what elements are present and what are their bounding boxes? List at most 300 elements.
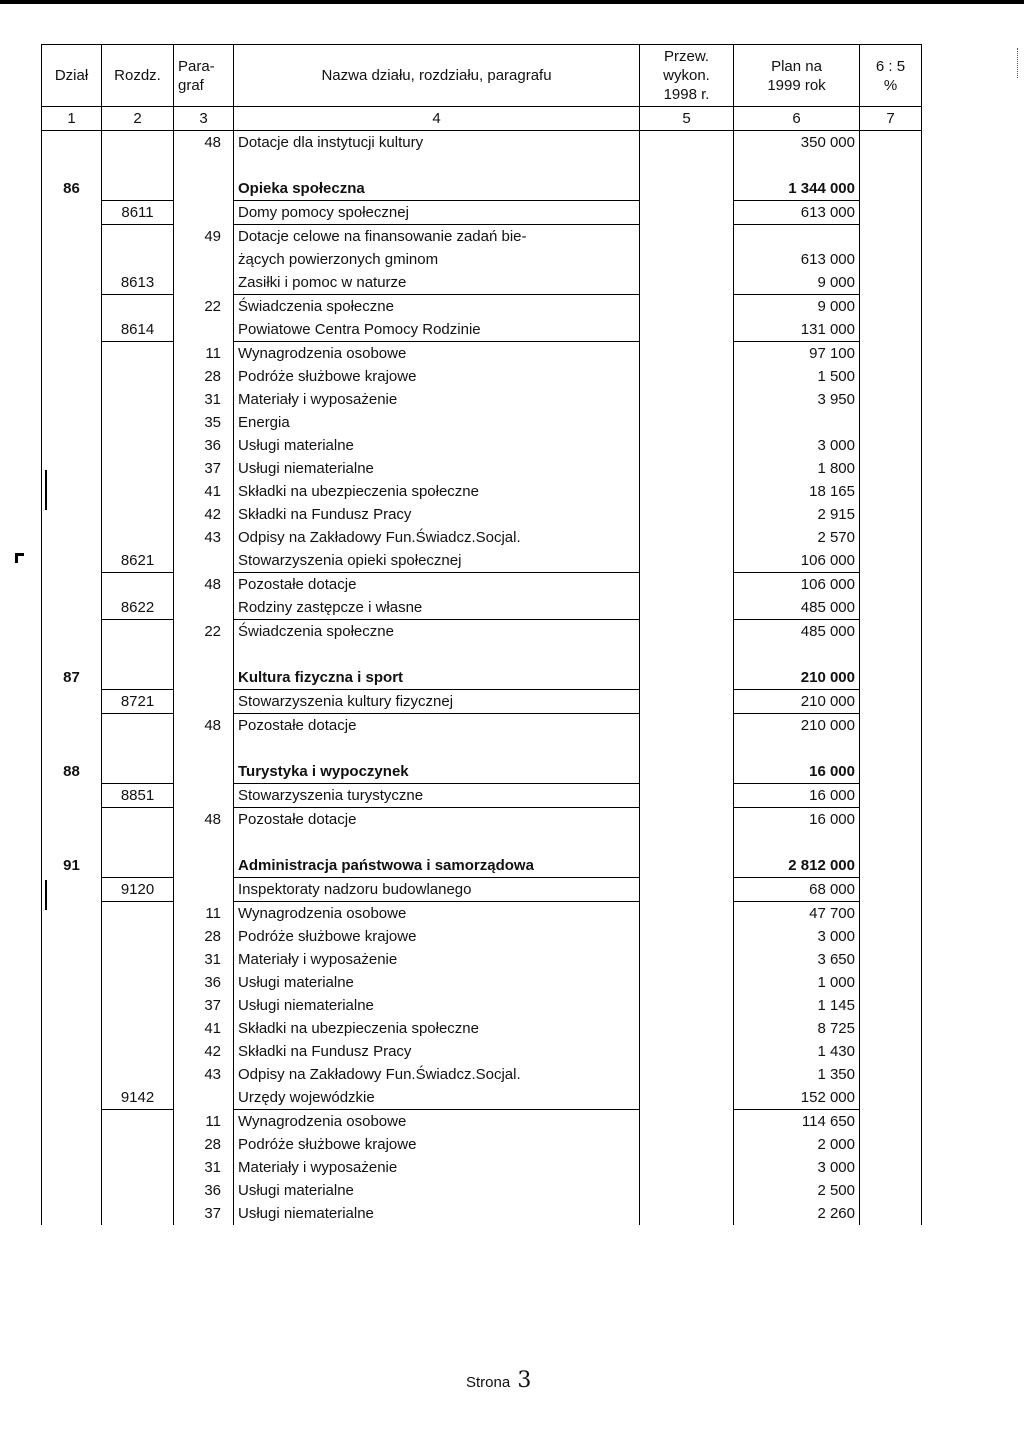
percent-cell bbox=[860, 620, 922, 644]
scan-edge-mark bbox=[1017, 48, 1020, 78]
dzial-cell bbox=[42, 411, 102, 434]
paragraf-cell: 22 bbox=[174, 295, 234, 319]
chapter-row bbox=[42, 549, 922, 573]
przew-cell bbox=[640, 526, 734, 549]
plan-cell: 210 000 bbox=[734, 666, 860, 690]
rozdzial-cell bbox=[102, 1133, 174, 1156]
name-cell: Materiały i wyposażenie bbox=[234, 388, 640, 411]
spacer-row bbox=[42, 737, 922, 760]
percent-cell bbox=[860, 1086, 922, 1110]
percent-cell bbox=[860, 1017, 922, 1040]
przew-cell bbox=[640, 1017, 734, 1040]
plan-cell: 47 700 bbox=[734, 902, 860, 926]
przew-cell bbox=[640, 225, 734, 249]
chapter-row bbox=[42, 201, 922, 225]
paragraf-cell bbox=[174, 784, 234, 808]
name-cell: Usługi niematerialne bbox=[234, 457, 640, 480]
dzial-cell bbox=[42, 248, 102, 271]
percent-cell bbox=[860, 902, 922, 926]
chapter-row bbox=[42, 878, 922, 902]
empty-cell bbox=[102, 154, 174, 177]
przew-cell bbox=[640, 878, 734, 902]
dzial-cell bbox=[42, 1017, 102, 1040]
przew-cell bbox=[640, 365, 734, 388]
percent-cell bbox=[860, 225, 922, 249]
percent-cell bbox=[860, 480, 922, 503]
column-number: 6 bbox=[734, 107, 860, 131]
percent-cell bbox=[860, 971, 922, 994]
name-cell: Inspektoraty nadzoru budowlanego bbox=[234, 878, 640, 902]
section-row bbox=[42, 177, 922, 201]
dzial-cell bbox=[42, 1086, 102, 1110]
plan-cell: 16 000 bbox=[734, 808, 860, 832]
dzial-cell bbox=[42, 573, 102, 597]
percent-cell bbox=[860, 854, 922, 878]
table-row bbox=[42, 365, 922, 388]
name-cell: Domy pomocy społecznej bbox=[234, 201, 640, 225]
name-cell: Odpisy na Zakładowy Fun.Świadcz.Socjal. bbox=[234, 526, 640, 549]
plan-cell: 1 350 bbox=[734, 1063, 860, 1086]
name-cell: Materiały i wyposażenie bbox=[234, 1156, 640, 1179]
rozdzial-cell bbox=[102, 1063, 174, 1086]
dzial-cell bbox=[42, 457, 102, 480]
rozdzial-cell bbox=[102, 131, 174, 155]
rozdzial-cell bbox=[102, 457, 174, 480]
table-row bbox=[42, 1179, 922, 1202]
empty-cell bbox=[734, 831, 860, 854]
plan-cell: 2 570 bbox=[734, 526, 860, 549]
name-cell: Składki na Fundusz Pracy bbox=[234, 503, 640, 526]
plan-cell: 1 800 bbox=[734, 457, 860, 480]
empty-cell bbox=[734, 737, 860, 760]
rozdzial-cell bbox=[102, 1179, 174, 1202]
name-cell: Składki na ubezpieczenia społeczne bbox=[234, 480, 640, 503]
dzial-cell bbox=[42, 690, 102, 714]
paragraf-cell: 36 bbox=[174, 1179, 234, 1202]
chapter-row bbox=[42, 596, 922, 620]
paragraf-cell: 11 bbox=[174, 342, 234, 366]
table-row bbox=[42, 225, 922, 249]
percent-cell bbox=[860, 434, 922, 457]
dzial-cell bbox=[42, 620, 102, 644]
name-cell: Usługi materialne bbox=[234, 971, 640, 994]
rozdzial-cell bbox=[102, 411, 174, 434]
name-cell: Urzędy wojewódzkie bbox=[234, 1086, 640, 1110]
rozdzial-cell bbox=[102, 854, 174, 878]
empty-cell bbox=[174, 154, 234, 177]
empty-cell bbox=[640, 831, 734, 854]
table-row bbox=[42, 1202, 922, 1225]
plan-cell: 3 000 bbox=[734, 434, 860, 457]
empty-cell bbox=[640, 643, 734, 666]
rozdzial-cell bbox=[102, 434, 174, 457]
przew-cell bbox=[640, 388, 734, 411]
empty-cell bbox=[174, 737, 234, 760]
percent-cell bbox=[860, 318, 922, 342]
footer-label: Strona bbox=[466, 1374, 511, 1391]
empty-cell bbox=[734, 643, 860, 666]
name-cell: Rodziny zastępcze i własne bbox=[234, 596, 640, 620]
dzial-cell bbox=[42, 225, 102, 249]
paragraf-cell bbox=[174, 177, 234, 201]
name-cell: Dotacje dla instytucji kultury bbox=[234, 131, 640, 155]
name-cell: Stowarzyszenia turystyczne bbox=[234, 784, 640, 808]
paragraf-cell bbox=[174, 248, 234, 271]
paragraf-cell bbox=[174, 201, 234, 225]
paragraf-cell: 28 bbox=[174, 925, 234, 948]
empty-cell bbox=[42, 737, 102, 760]
percent-cell bbox=[860, 457, 922, 480]
przew-cell bbox=[640, 318, 734, 342]
table-row bbox=[42, 411, 922, 434]
plan-cell: 210 000 bbox=[734, 714, 860, 738]
paragraf-cell: 36 bbox=[174, 971, 234, 994]
przew-cell bbox=[640, 1156, 734, 1179]
rozdzial-cell bbox=[102, 225, 174, 249]
name-cell: Podróże służbowe krajowe bbox=[234, 925, 640, 948]
plan-cell: 1 344 000 bbox=[734, 177, 860, 201]
empty-cell bbox=[734, 154, 860, 177]
przew-cell bbox=[640, 690, 734, 714]
empty-cell bbox=[640, 737, 734, 760]
dzial-cell bbox=[42, 388, 102, 411]
przew-cell bbox=[640, 480, 734, 503]
przew-cell bbox=[640, 342, 734, 366]
name-cell: Wynagrodzenia osobowe bbox=[234, 902, 640, 926]
scan-corner-mark bbox=[15, 553, 27, 563]
column-number: 5 bbox=[640, 107, 734, 131]
chapter-row bbox=[42, 271, 922, 295]
dzial-cell bbox=[42, 549, 102, 573]
page-number: 3 bbox=[517, 1368, 532, 1393]
empty-cell bbox=[102, 737, 174, 760]
plan-cell: 8 725 bbox=[734, 1017, 860, 1040]
column-number: 1 bbox=[42, 107, 102, 131]
plan-cell: 3 950 bbox=[734, 388, 860, 411]
paragraf-cell: 48 bbox=[174, 573, 234, 597]
table-row bbox=[42, 948, 922, 971]
percent-cell bbox=[860, 295, 922, 319]
empty-cell bbox=[174, 831, 234, 854]
paragraf-cell bbox=[174, 878, 234, 902]
rozdzial-cell bbox=[102, 526, 174, 549]
plan-cell: 106 000 bbox=[734, 573, 860, 597]
rozdzial-cell bbox=[102, 925, 174, 948]
przew-cell bbox=[640, 1063, 734, 1086]
column-number: 4 bbox=[234, 107, 640, 131]
plan-cell: 613 000 bbox=[734, 201, 860, 225]
przew-cell bbox=[640, 808, 734, 832]
rozdzial-cell bbox=[102, 503, 174, 526]
rozdzial-cell bbox=[102, 948, 174, 971]
chapter-row bbox=[42, 1086, 922, 1110]
rozdzial-cell bbox=[102, 1110, 174, 1134]
table-row bbox=[42, 902, 922, 926]
dzial-cell bbox=[42, 1202, 102, 1225]
dzial-cell: 86 bbox=[42, 177, 102, 201]
plan-cell: 613 000 bbox=[734, 248, 860, 271]
paragraf-cell: 28 bbox=[174, 1133, 234, 1156]
plan-cell: 106 000 bbox=[734, 549, 860, 573]
paragraf-cell: 31 bbox=[174, 948, 234, 971]
paragraf-cell bbox=[174, 596, 234, 620]
plan-cell: 3 650 bbox=[734, 948, 860, 971]
table-row bbox=[42, 1156, 922, 1179]
percent-cell bbox=[860, 1156, 922, 1179]
column-number: 7 bbox=[860, 107, 922, 131]
table-row bbox=[42, 1110, 922, 1134]
paragraf-cell: 43 bbox=[174, 1063, 234, 1086]
rozdzial-cell: 8613 bbox=[102, 271, 174, 295]
table-row bbox=[42, 434, 922, 457]
dzial-cell bbox=[42, 994, 102, 1017]
empty-cell bbox=[42, 154, 102, 177]
dzial-cell bbox=[42, 971, 102, 994]
dzial-cell bbox=[42, 1133, 102, 1156]
percent-cell bbox=[860, 248, 922, 271]
rozdzial-cell bbox=[102, 295, 174, 319]
rozdzial-cell bbox=[102, 248, 174, 271]
percent-cell bbox=[860, 549, 922, 573]
table-row bbox=[42, 295, 922, 319]
percent-cell bbox=[860, 526, 922, 549]
przew-cell bbox=[640, 1086, 734, 1110]
rozdzial-cell: 8622 bbox=[102, 596, 174, 620]
dzial-cell bbox=[42, 902, 102, 926]
przew-cell bbox=[640, 784, 734, 808]
przew-cell bbox=[640, 271, 734, 295]
rozdzial-cell bbox=[102, 342, 174, 366]
empty-cell bbox=[234, 737, 640, 760]
name-cell: Kultura fizyczna i sport bbox=[234, 666, 640, 690]
name-cell: Świadczenia społeczne bbox=[234, 620, 640, 644]
name-cell: Pozostałe dotacje bbox=[234, 808, 640, 832]
dzial-cell bbox=[42, 342, 102, 366]
name-cell: Administracja państwowa i samorządowa bbox=[234, 854, 640, 878]
name-cell: Wynagrodzenia osobowe bbox=[234, 342, 640, 366]
section-row bbox=[42, 854, 922, 878]
plan-cell: 2 500 bbox=[734, 1179, 860, 1202]
przew-cell bbox=[640, 549, 734, 573]
plan-cell: 18 165 bbox=[734, 480, 860, 503]
przew-cell bbox=[640, 1110, 734, 1134]
percent-cell bbox=[860, 1202, 922, 1225]
empty-cell bbox=[234, 831, 640, 854]
plan-cell: 114 650 bbox=[734, 1110, 860, 1134]
percent-cell bbox=[860, 177, 922, 201]
plan-cell: 3 000 bbox=[734, 1156, 860, 1179]
paragraf-cell: 41 bbox=[174, 480, 234, 503]
dzial-cell: 91 bbox=[42, 854, 102, 878]
paragraf-cell: 42 bbox=[174, 503, 234, 526]
plan-cell: 152 000 bbox=[734, 1086, 860, 1110]
column-number: 3 bbox=[174, 107, 234, 131]
header-przew-wykon: Przew. wykon. 1998 r. bbox=[640, 45, 734, 107]
dzial-cell bbox=[42, 596, 102, 620]
przew-cell bbox=[640, 854, 734, 878]
empty-cell bbox=[640, 154, 734, 177]
dzial-cell bbox=[42, 526, 102, 549]
percent-cell bbox=[860, 714, 922, 738]
przew-cell bbox=[640, 201, 734, 225]
table-row bbox=[42, 994, 922, 1017]
percent-cell bbox=[860, 503, 922, 526]
empty-cell bbox=[860, 154, 922, 177]
paragraf-cell: 43 bbox=[174, 526, 234, 549]
rozdzial-cell bbox=[102, 620, 174, 644]
rozdzial-cell: 9120 bbox=[102, 878, 174, 902]
paragraf-cell: 42 bbox=[174, 1040, 234, 1063]
column-number-row bbox=[42, 107, 922, 131]
chapter-row bbox=[42, 784, 922, 808]
dzial-cell bbox=[42, 1040, 102, 1063]
percent-cell bbox=[860, 784, 922, 808]
przew-cell bbox=[640, 1179, 734, 1202]
name-cell: Pozostałe dotacje bbox=[234, 714, 640, 738]
spacer-row bbox=[42, 154, 922, 177]
przew-cell bbox=[640, 948, 734, 971]
table-row bbox=[42, 714, 922, 738]
scan-top-border bbox=[0, 0, 1024, 4]
paragraf-cell bbox=[174, 854, 234, 878]
empty-cell bbox=[42, 643, 102, 666]
rozdzial-cell bbox=[102, 480, 174, 503]
header-nazwa: Nazwa działu, rozdziału, paragrafu bbox=[234, 45, 640, 107]
percent-cell bbox=[860, 411, 922, 434]
empty-cell bbox=[174, 643, 234, 666]
empty-cell bbox=[860, 831, 922, 854]
paragraf-cell: 37 bbox=[174, 457, 234, 480]
przew-cell bbox=[640, 434, 734, 457]
paragraf-cell bbox=[174, 1086, 234, 1110]
header-paragraf: Para- graf bbox=[174, 45, 234, 107]
paragraf-cell bbox=[174, 271, 234, 295]
plan-cell: 350 000 bbox=[734, 131, 860, 155]
table-row bbox=[42, 620, 922, 644]
dzial-cell bbox=[42, 1063, 102, 1086]
table-row bbox=[42, 388, 922, 411]
przew-cell bbox=[640, 573, 734, 597]
paragraf-cell: 35 bbox=[174, 411, 234, 434]
przew-cell bbox=[640, 457, 734, 480]
plan-cell: 1 000 bbox=[734, 971, 860, 994]
plan-cell: 1 500 bbox=[734, 365, 860, 388]
dzial-cell bbox=[42, 1156, 102, 1179]
przew-cell bbox=[640, 411, 734, 434]
dzial-cell bbox=[42, 925, 102, 948]
rozdzial-cell bbox=[102, 714, 174, 738]
name-cell: Podróże służbowe krajowe bbox=[234, 365, 640, 388]
rozdzial-cell bbox=[102, 1017, 174, 1040]
rozdzial-cell bbox=[102, 666, 174, 690]
plan-cell: 1 430 bbox=[734, 1040, 860, 1063]
name-cell: Stowarzyszenia kultury fizycznej bbox=[234, 690, 640, 714]
przew-cell bbox=[640, 666, 734, 690]
rozdzial-cell: 8621 bbox=[102, 549, 174, 573]
table-row bbox=[42, 1017, 922, 1040]
name-cell: Pozostałe dotacje bbox=[234, 573, 640, 597]
table-row bbox=[42, 503, 922, 526]
column-number: 2 bbox=[102, 107, 174, 131]
plan-cell: 2 000 bbox=[734, 1133, 860, 1156]
paragraf-cell: 41 bbox=[174, 1017, 234, 1040]
header-plan: Plan na 1999 rok bbox=[734, 45, 860, 107]
rozdzial-cell bbox=[102, 808, 174, 832]
plan-cell: 2 260 bbox=[734, 1202, 860, 1225]
name-cell: Powiatowe Centra Pomocy Rodzinie bbox=[234, 318, 640, 342]
przew-cell bbox=[640, 994, 734, 1017]
paragraf-cell: 48 bbox=[174, 131, 234, 155]
percent-cell bbox=[860, 878, 922, 902]
section-row bbox=[42, 666, 922, 690]
paragraf-cell: 37 bbox=[174, 994, 234, 1017]
plan-cell: 131 000 bbox=[734, 318, 860, 342]
percent-cell bbox=[860, 666, 922, 690]
plan-cell: 97 100 bbox=[734, 342, 860, 366]
table-row bbox=[42, 573, 922, 597]
dzial-cell bbox=[42, 503, 102, 526]
name-cell: Usługi niematerialne bbox=[234, 994, 640, 1017]
dzial-cell bbox=[42, 318, 102, 342]
name-cell: Dotacje celowe na finansowanie zadań bie- bbox=[234, 225, 640, 249]
percent-cell bbox=[860, 1110, 922, 1134]
page-footer bbox=[466, 1368, 531, 1393]
plan-cell: 9 000 bbox=[734, 295, 860, 319]
dzial-cell bbox=[42, 878, 102, 902]
percent-cell bbox=[860, 808, 922, 832]
empty-cell bbox=[234, 643, 640, 666]
paragraf-cell bbox=[174, 666, 234, 690]
przew-cell bbox=[640, 596, 734, 620]
name-cell: Składki na Fundusz Pracy bbox=[234, 1040, 640, 1063]
paragraf-cell: 49 bbox=[174, 225, 234, 249]
rozdzial-cell bbox=[102, 902, 174, 926]
dzial-cell bbox=[42, 808, 102, 832]
table-body bbox=[42, 131, 922, 1226]
table-row bbox=[42, 457, 922, 480]
table-row bbox=[42, 1040, 922, 1063]
plan-cell: 16 000 bbox=[734, 784, 860, 808]
name-cell: Zasiłki i pomoc w naturze bbox=[234, 271, 640, 295]
header-percent: 6 : 5 % bbox=[860, 45, 922, 107]
plan-cell bbox=[734, 411, 860, 434]
rozdzial-cell bbox=[102, 573, 174, 597]
przew-cell bbox=[640, 760, 734, 784]
plan-cell: 1 145 bbox=[734, 994, 860, 1017]
percent-cell bbox=[860, 948, 922, 971]
paragraf-cell bbox=[174, 549, 234, 573]
percent-cell bbox=[860, 131, 922, 155]
percent-cell bbox=[860, 1040, 922, 1063]
paragraf-cell bbox=[174, 690, 234, 714]
empty-cell bbox=[102, 643, 174, 666]
table-row bbox=[42, 1133, 922, 1156]
przew-cell bbox=[640, 971, 734, 994]
dzial-cell: 87 bbox=[42, 666, 102, 690]
percent-cell bbox=[860, 1179, 922, 1202]
paragraf-cell bbox=[174, 760, 234, 784]
header-row bbox=[42, 45, 922, 107]
przew-cell bbox=[640, 1133, 734, 1156]
name-cell: Stowarzyszenia opieki społecznej bbox=[234, 549, 640, 573]
name-cell: żących powierzonych gminom bbox=[234, 248, 640, 271]
header-rozdzial: Rozdz. bbox=[102, 45, 174, 107]
dzial-cell bbox=[42, 201, 102, 225]
percent-cell bbox=[860, 201, 922, 225]
table-row bbox=[42, 925, 922, 948]
rozdzial-cell: 8851 bbox=[102, 784, 174, 808]
przew-cell bbox=[640, 925, 734, 948]
